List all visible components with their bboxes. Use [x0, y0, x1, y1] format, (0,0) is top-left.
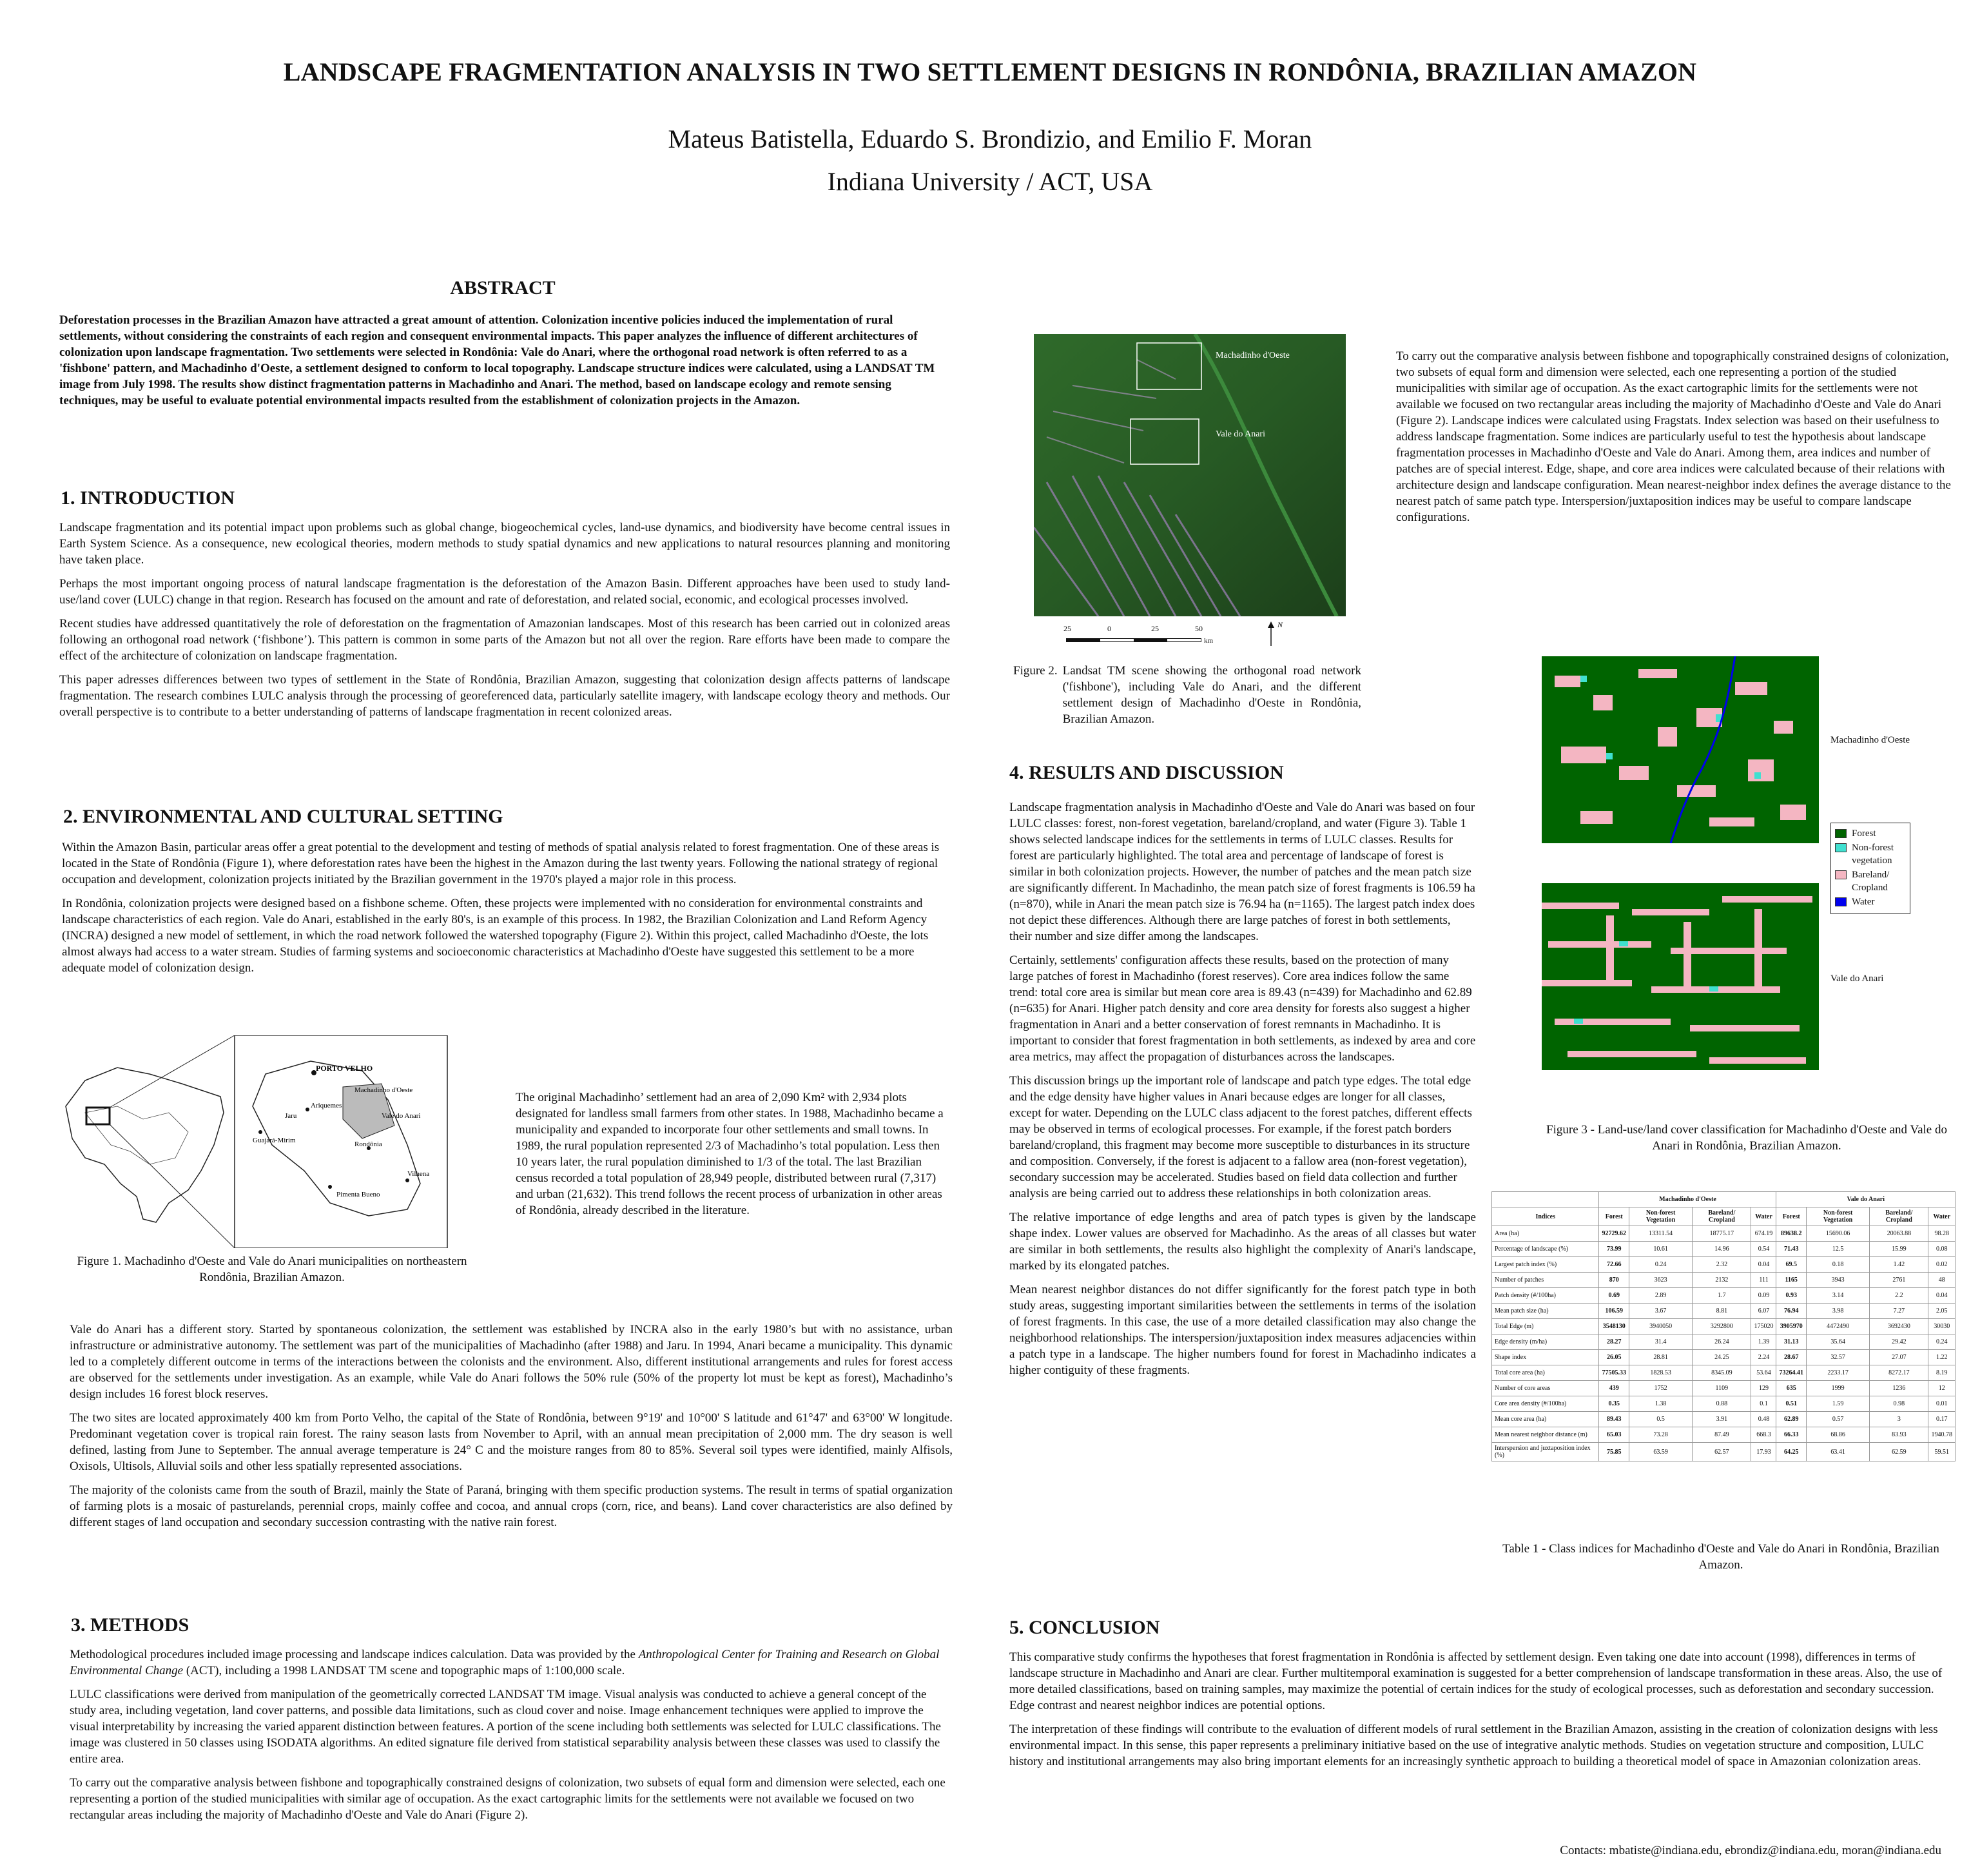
- table-col-header: Non-forest Vegetation: [1806, 1207, 1869, 1226]
- fig2-caption-lead: Figure 2.: [1013, 664, 1058, 678]
- table-row-label: Interspersion and juxtaposition index (%): [1492, 1443, 1599, 1461]
- table-cell: 12: [1928, 1381, 1956, 1396]
- table-cell: 0.93: [1776, 1288, 1807, 1304]
- setting-p3: Vale do Anari has a different story. Started by spontaneous colonization, the settlement was established by INCRA also in the early 1980’s but with no assistance, urban infrastructure or administrative autonomy. The settlement was part of the municipalities of Machadinho (after 1988) and Jaru. In 1994, Anari became a municipality. This dynamic led to a completely different outcome in terms of the interactions between the colonists and the environment. Also, different institutional arrangements and rules for forest access are observed for the settlements under investigation. As an example, while Vale do Anari follows the 50% rule (50% of the property lot must be kept as forest), Machadinho’s design includes 16 forest block reserves.: [70, 1323, 953, 1401]
- table-col-header: Non-forest Vegetation: [1629, 1207, 1692, 1226]
- figure-3-svg-top: [1542, 656, 1819, 843]
- authors: Mateus Batistella, Eduardo S. Brondizio, and Emilio F. Moran: [668, 124, 1312, 153]
- table-cell: 12.5: [1806, 1242, 1869, 1257]
- results-heading: 4. RESULTS AND DISCUSSION: [1009, 762, 1284, 783]
- setting-side-p: The original Machadinho’ settlement had an area of 2,090 Km² with 2,934 plots designated for landless small farmers from other states. In 1988, Machadinho became a municipality and expanded to incorporate four other settlements and small towns. In 1989, the rural population represented 2/3 of Machadinho’s total population. Less then 10 years later, the rural population diminished to 1/3 of the total. The last Brazilian census recorded a total population of 28,949 people, distributed between rural (7,317) and urban (21,632). This trend follows the recent process of urbanization in other areas of Rondônia, already described in the literature.: [516, 1091, 944, 1217]
- conclusion-body: [1009, 1649, 1950, 1777]
- table-body: [1492, 1226, 1956, 1461]
- poster-title: LANDSCAPE FRAGMENTATION ANALYSIS IN TWO SETTLEMENT DESIGNS IN RONDÔNIA, BRAZILIAN AMAZON: [283, 57, 1697, 86]
- table-cell: 0.02: [1928, 1257, 1956, 1273]
- table-cell: 8272.17: [1870, 1365, 1928, 1381]
- table-col-header: Water: [1751, 1207, 1776, 1226]
- table-cell: 3.91: [1693, 1412, 1751, 1427]
- table-group-header: [1492, 1192, 1956, 1207]
- conclusion-heading: 5. CONCLUSION: [1009, 1617, 1160, 1638]
- table-col-header: Water: [1928, 1207, 1956, 1226]
- north-label: N: [1277, 620, 1283, 629]
- table-cell: 1940.78: [1928, 1427, 1956, 1443]
- table-row: [1492, 1443, 1956, 1461]
- table-row-label: Patch density (#/100ha): [1492, 1288, 1599, 1304]
- fig1-label-anari: Vale do Anari: [382, 1112, 421, 1120]
- fig1-label-rondonia: Rondônia: [354, 1140, 382, 1148]
- setting-side-text: [516, 1089, 947, 1226]
- table-cell: 635: [1776, 1381, 1807, 1396]
- table-cell: 1.38: [1629, 1396, 1692, 1412]
- fig2-caption-text: Landsat TM scene showing the orthogonal road network ('fishbone'), including Vale do Anari, and the different settlement design of Machadinho d'Oeste in Rondônia, Brazilian Amazon.: [1062, 664, 1361, 726]
- table-cell: 0.1: [1751, 1396, 1776, 1412]
- table-cell: 98.28: [1928, 1226, 1956, 1242]
- methods-p1-pre: Methodological procedures included image processing and landscape indices calculation. Data was provided by the: [70, 1648, 639, 1661]
- table-group-machadinho: Machadinho d'Oeste: [1599, 1192, 1776, 1207]
- table-cell: 83.93: [1870, 1427, 1928, 1443]
- table-row-label: Number of patches: [1492, 1273, 1599, 1288]
- table-cell: 92729.62: [1599, 1226, 1629, 1242]
- table-cell: 75.85: [1599, 1443, 1629, 1461]
- table-cell: 0.18: [1806, 1257, 1869, 1273]
- affiliation: Indiana University / ACT, USA: [827, 167, 1153, 196]
- table-cell: 2.32: [1693, 1257, 1751, 1273]
- table-cell: 62.57: [1693, 1443, 1751, 1461]
- figure-3-map-anari: [1542, 883, 1819, 1070]
- table-cell: 106.59: [1599, 1304, 1629, 1319]
- table-row-label: Core area density (#/100ha): [1492, 1396, 1599, 1412]
- scale-25a: 25: [1063, 624, 1071, 633]
- table-row: [1492, 1257, 1956, 1273]
- table-cell: 13311.54: [1629, 1226, 1692, 1242]
- table-cell: 53.64: [1751, 1365, 1776, 1381]
- table-row: [1492, 1365, 1956, 1381]
- setting-p4: The two sites are located approximately 400 km from Porto Velho, the capital of the State of Rondônia, between 9°19' and 10°00' S latitude and 61°47' and 63°00' W longitude. Predominant vegetation cover is tropical rain forest. The rainy season lasts from November to April, with an annual mean precipitation of 2,000 mm. The dry season is well defined, lasting from June to September. The annual average temperature is 24° C and the moisture ranges from 80 to 85%. Several soil types were identified, mainly Alfisols, Oxisols, Ultisols, Alluvial soils and other less spatially represented associations.: [70, 1411, 953, 1473]
- table-cell: 1752: [1629, 1381, 1692, 1396]
- table-cell: 73264.41: [1776, 1365, 1807, 1381]
- methods-p2: LULC classifications were derived from manipulation of the geometrically corrected LANDSAT TM image. Visual analysis was conducted to achieve a general concept of the study area, including vegetation, land cover patterns, and possible data limitations, such as cloud cover and noise. Image enhancement techniques were applied to improve the visual interpretability by increasing the varied apparent distinction between features. A portion of the scene including both settlements was selected for LULC classifications. The image was clustered in 50 classes using ISODATA algorithms. An edited signature file derived from statistical separability analysis between these classes was used to classify the entire area.: [70, 1688, 941, 1766]
- table-cell: 17.93: [1751, 1443, 1776, 1461]
- abstract-heading: ABSTRACT: [450, 277, 556, 298]
- table-cell: 1.39: [1751, 1334, 1776, 1350]
- scale-50: 50: [1195, 624, 1203, 633]
- table-cell: 0.5: [1629, 1412, 1692, 1427]
- table-cell: 0.09: [1751, 1288, 1776, 1304]
- results-p5: Mean nearest neighbor distances do not differ significantly for the forest patch type in both study areas, suggesting important similarities between the settlements in terms of the isolation of forest fragments. In this case, the use of a more detailed classification may also change the neighborhood relationships. The interspersion/juxtaposition index measures adjacencies within a patch type in a landscape. The higher numbers found for forest in Machadinho indicates a higher contiguity of these fragments.: [1009, 1283, 1476, 1377]
- table-cell: 63.41: [1806, 1443, 1869, 1461]
- table-cell: 0.51: [1776, 1396, 1807, 1412]
- fig1-label-machadinho: Machadinho d'Oeste: [354, 1086, 413, 1094]
- table-cell: 71.43: [1776, 1242, 1807, 1257]
- figure-3-svg-bottom: [1542, 883, 1819, 1070]
- table-cell: 2.2: [1870, 1288, 1928, 1304]
- methods-p3: To carry out the comparative analysis between fishbone and topographically constrained designs of colonization, two subsets of equal form and dimension were selected, each one representing a portion of the studied municipalities with similar age of occupation. As the exact cartographic limits for the settlements were not available we focused on two rectangular areas including the majority of Machadinho d'Oeste and Vale do Anari (Figure 2).: [70, 1776, 946, 1822]
- legend-label-nonforest: Non-forest vegetation: [1852, 843, 1894, 866]
- table-cell: 3692430: [1870, 1319, 1928, 1334]
- table-cell: 3.14: [1806, 1288, 1869, 1304]
- table-cell: 26.05: [1599, 1350, 1629, 1365]
- table-cell: 35.64: [1806, 1334, 1869, 1350]
- table-cell: 1.7: [1693, 1288, 1751, 1304]
- intro-p3: Recent studies have addressed quantitatively the role of deforestation on the fragmentation of Amazonian landscapes. Most of this research has been carried out in colonized areas following an orthogonal road network (‘fishbone’). This pattern is common in some parts of the Amazon but not all over the region. Rare efforts have been made to compare the effect of the architecture of colonization on landscape fragmentation.: [59, 617, 950, 663]
- conclusion-p2: The interpretation of these findings will contribute to the evaluation of different models of rural settlement in the Brazilian Amazon, assisting in the creation of colonization designs with less environmental impact. In this sense, this paper represents a preliminary initiative based on the use of integrative analytic methods. Studies on vegetation structure and composition, LULC history and institutional arrangements may also bring important elements for an increasingly synthetic approach to building a theoretical model of space in Amazonian colonization areas.: [1009, 1723, 1938, 1768]
- table-cell: 1.59: [1806, 1396, 1869, 1412]
- contacts: Contacts: mbatiste@indiana.edu, ebrondiz@indiana.edu, moran@indiana.edu: [1560, 1844, 1941, 1857]
- results-p3: This discussion brings up the important role of landscape and patch type edges. The total edge and the edge density have higher values in Anari because edges are longer for all classes, except for water. Depending on the LULC class adjacent to the forest patches, different effects may be observed in terms of ecological processes. For example, if the forest patch borders bareland/cropland, this fragment may become more susceptible to disturbances in its structure and composition. Conversely, if the forest is adjacent to a fallow area (non-forest vegetation), secondary succession may be accelerated. Studies based on field data collection and further analysis are being carried out to address these relationships in both colonization areas.: [1009, 1074, 1472, 1200]
- table-cell: 15690.06: [1806, 1226, 1869, 1242]
- table-cell: 8345.09: [1693, 1365, 1751, 1381]
- setting-p1: Within the Amazon Basin, particular areas offer a great potential to the development and testing of methods of spatial analysis related to forest fragmentation. One of these areas is located in the State of Rondônia (Figure 1), where deforestation rates have been the highest in the Amazon during the last twenty years. Following the national strategy of regional occupation and development, colonization projects initiated by the Brazilian government in the 1970's played a major role in this process.: [62, 841, 940, 886]
- table-row-label: Percentage of landscape (%): [1492, 1242, 1599, 1257]
- legend-label-bareland: Bareland/ Cropland: [1852, 870, 1890, 893]
- fig1-label-vilhena: Vilhena: [407, 1170, 430, 1178]
- table-row: [1492, 1226, 1956, 1242]
- fig1-label-jaru: Jaru: [285, 1112, 297, 1120]
- table-cell: 62.59: [1870, 1443, 1928, 1461]
- table-cell: 439: [1599, 1381, 1629, 1396]
- fig2-label-anari: Vale do Anari: [1216, 429, 1265, 439]
- methods-p1-em: Anthropological Center for Training and Research on Global Environmental Change: [70, 1648, 940, 1677]
- table-row: [1492, 1396, 1956, 1412]
- table-cell: 62.89: [1776, 1412, 1807, 1427]
- table-row: [1492, 1334, 1956, 1350]
- table-cell: 28.27: [1599, 1334, 1629, 1350]
- table-cell: 69.5: [1776, 1257, 1807, 1273]
- figure-2-image: [1034, 334, 1346, 616]
- table-cell: 0.88: [1693, 1396, 1751, 1412]
- table-cell: 64.25: [1776, 1443, 1807, 1461]
- table-row-label: Area (ha): [1492, 1226, 1599, 1242]
- table-cell: 2.89: [1629, 1288, 1692, 1304]
- abstract-text: Deforestation processes in the Brazilian Amazon have attracted a great amount of attention. Colonization incentive policies induced the implementation of rural settlements, without considering the constraints of each region and consequent environmental impacts. This paper analyzes the influence of different architectures of colonization upon landscape fragmentation. Two settlements were selected in Rondônia: Vale do Anari, where the orthogonal road network is often referred to as a 'fishbone' pattern, and Machadinho d'Oeste, a settlement designed to conform to local topography. Landscape structure indices were calculated, using a LANDSAT TM image from July 1998. The results show distinct fragmentation patterns in Machadinho and Anari. The method, based on landscape ecology and remote sensing techniques, may be useful to evaluate potential environmental impacts resulted from the establishment of colonization projects in the Amazon.: [59, 313, 935, 407]
- figure-1-svg: [59, 1035, 459, 1248]
- table-cell: 24.25: [1693, 1350, 1751, 1365]
- table-cell: 63.59: [1629, 1443, 1692, 1461]
- fig1-label-guajara: Guajará-Mirim: [253, 1137, 296, 1144]
- table-cell: 0.24: [1928, 1334, 1956, 1350]
- table-cell: 0.98: [1870, 1396, 1928, 1412]
- table-row: [1492, 1350, 1956, 1365]
- table-cell: 2233.17: [1806, 1365, 1869, 1381]
- table-cell: 3940050: [1629, 1319, 1692, 1334]
- table-cell: 65.03: [1599, 1427, 1629, 1443]
- table-cell: 29.42: [1870, 1334, 1928, 1350]
- table-cell: 73.99: [1599, 1242, 1629, 1257]
- table-1-caption: Table 1 - Class indices for Machadinho d'Oeste and Vale do Anari in Rondônia, Brazilian Amazon.: [1502, 1542, 1939, 1572]
- table-cell: 870: [1599, 1273, 1629, 1288]
- table-cell: 6.07: [1751, 1304, 1776, 1319]
- setting-body: [62, 839, 953, 984]
- legend-water: [1835, 895, 1906, 908]
- intro-heading: 1. INTRODUCTION: [61, 487, 235, 509]
- figure-2-svg: [1034, 334, 1346, 616]
- table-cell: 3.98: [1806, 1304, 1869, 1319]
- table-cell: 0.57: [1806, 1412, 1869, 1427]
- legend-swatch-nonforest: [1835, 843, 1847, 852]
- table-cell: 0.17: [1928, 1412, 1956, 1427]
- legend-swatch-forest: [1835, 829, 1847, 838]
- legend-bareland: [1835, 868, 1906, 894]
- table-col-header: Bareland/ Cropland: [1693, 1207, 1751, 1226]
- table-cell: 27.07: [1870, 1350, 1928, 1365]
- table-cell: 77505.33: [1599, 1365, 1629, 1381]
- intro-p2: Perhaps the most important ongoing process of natural landscape fragmentation is the deforestation of the Amazon Basin. Different approaches have been used to study land-use/land cover (LULC) change in that region. Research has focused on the amount and rate of deforestation, and related social, economic, and ecological processes involved.: [59, 577, 950, 607]
- table-cell: 0.04: [1928, 1288, 1956, 1304]
- table-cell: 48: [1928, 1273, 1956, 1288]
- intro-p4: This paper adresses differences between two types of settlement in the State of Rondônia, Brazilian Amazon, suggesting that colonization design affects patterns of landscape fragmentation. The research combines LULC analysis through the processing of georeferenced data, particularly satellite imagery, with landscape ecology theory and methods. Our overall perspective is to contribute to a better understanding of patterns of landscape fragmentation in recent colonized areas.: [59, 673, 950, 719]
- table-row: [1492, 1319, 1956, 1334]
- table-cell: 0.35: [1599, 1396, 1629, 1412]
- table-cell: 4472490: [1806, 1319, 1869, 1334]
- table-cell: 66.33: [1776, 1427, 1807, 1443]
- conclusion-p1: This comparative study confirms the hypotheses that forest fragmentation in Rondônia is affected by settlement design. Even taking one date into account (1998), differences in terms of landscape structure in Machadinho and Anari are clear. Further multitemporal examination is suggested for a better comprehension of landscape transformation in these areas. Also, the use of more detailed classifications, based on training samples, may maximize the potential of certain indices for the study of ecological processes, such as deforestation and secondary succession. Edge contrast and nearest neighbor indices are potential options.: [1009, 1650, 1943, 1712]
- results-p4: The relative importance of edge lengths and area of patch types is given by the landscape shape index. Lower values are observed for Machadinho. As the areas of all classes but water are similar in both settlements, the results also highlight the complexity of Anari's landscape, marked by its elongated patches.: [1009, 1211, 1476, 1273]
- results-p1: Landscape fragmentation analysis in Machadinho d'Oeste and Vale do Anari was based on four LULC classes: forest, non-forest vegetation, bareland/cropland, and water (Figure 3). Table 1 shows selected landscape indices for the settlements in terms of LULC classes. Results for forest are particularly highlighted. The total area and percentage of landscape of forest is similar in both colonization projects. However, the number of patches and the mean patch size are significantly different. In Machadinho, the mean patch size of forest fragments is 106.59 ha (n=870), while in Anari the mean patch size is 76.94 ha (n=1165). The largest patch index does not depict these differences. Although there are large patches of forest in both settlements, their number and size differ among the landscapes.: [1009, 801, 1475, 943]
- results-p2: Certainly, settlements' configuration affects these results, based on the protection of many large patches of forest in Machadinho (forest reserves). Core area indices follow the same trend: total core area is similar but mean core area is 89.43 (n=439) for Machadinho and 62.89 (n=635) for Anari. Higher patch density and core area density for forests also suggest a higher fragmentation in Anari and a better conservation of forest remnants in Machadinho. It is important to consider that forest fragmentation in both settlements, as indexed by area and core area metrics, may affect the propagation of disturbances across the landscapes.: [1009, 953, 1476, 1064]
- table-cell: 31.4: [1629, 1334, 1692, 1350]
- legend-nonforest: [1835, 841, 1906, 867]
- table-group-anari: Vale do Anari: [1776, 1192, 1956, 1207]
- table-cell: 31.13: [1776, 1334, 1807, 1350]
- table-cell: 30030: [1928, 1319, 1956, 1334]
- figure-3-caption: Figure 3 - Land-use/land cover classification for Machadinho d'Oeste and Vale do Anari in Rondônia, Brazilian Amazon.: [1546, 1123, 1947, 1153]
- legend-swatch-water: [1835, 897, 1847, 906]
- table-row-label: Number of core areas: [1492, 1381, 1599, 1396]
- table-cell: 2.24: [1751, 1350, 1776, 1365]
- table-cell: 3: [1870, 1412, 1928, 1427]
- setting-p2: In Rondônia, colonization projects were designed based on a fishbone scheme. Often, these projects were implemented with no consideration for environmental constraints and landscape characteristics of each region. Vale do Anari, established in the early 80's, is an example of this process. In 1982, the Brazilian Colonization and Land Reform Agency (INCRA) designed a new model of settlement, in which the road network followed the watershed topography (Figure 2). Within this project, called Machadinho d'Oeste, the lots almost always had access to a water stream. Studies of farming systems and socioeconomic characteristics at Machadinho d'Oeste have suggested this settlement to be a more adequate model of colonization design.: [62, 897, 929, 975]
- right-methods-p: To carry out the comparative analysis between fishbone and topographically constrained designs of colonization, two subsets of equal form and dimension were selected, each one representing a portion of the studied municipalities with similar age of occupation. As the exact cartographic limits for the settlements were not available we focused on two rectangular areas including the majority of Machadinho d'Oeste and Vale do Anari (Figure 2). Landscape indices were calculated using Fragstats. Index selection was based on their usefulness to address landscape fragmentation. Some indices are particularly useful to test the hypothesis about landscape fragmentation processes in Machadinho d'Oeste and Vale do Anari. Among them, area indices and number of patches are of special interest. Edge, shape, and core area indices were calculated because of their relations with architecture design and landscape configuration. Mean nearest-neighbor index defines the average distance to the nearest patch of same patch type. Interspersion/juxtaposition indices may be useful to compare landscape configurations.: [1396, 349, 1951, 524]
- table-cell: 59.51: [1928, 1443, 1956, 1461]
- figure-3-map-machadinho: [1542, 656, 1819, 843]
- table-row-label: Mean nearest neighbor distance (m): [1492, 1427, 1599, 1443]
- right-methods: [1396, 348, 1963, 533]
- table-cell: 0.01: [1928, 1396, 1956, 1412]
- table-corner: [1492, 1192, 1599, 1207]
- table-cell: 3943: [1806, 1273, 1869, 1288]
- table-row: [1492, 1242, 1956, 1257]
- table-cell: 129: [1751, 1381, 1776, 1396]
- table-cell: 1165: [1776, 1273, 1807, 1288]
- table-cell: 0.08: [1928, 1242, 1956, 1257]
- table-cell: 2132: [1693, 1273, 1751, 1288]
- table-cell: 0.24: [1629, 1257, 1692, 1273]
- table-cell: 1.22: [1928, 1350, 1956, 1365]
- table-row-label: Shape index: [1492, 1350, 1599, 1365]
- table-cell: 111: [1751, 1273, 1776, 1288]
- table-row-label: Total Edge (m): [1492, 1319, 1599, 1334]
- legend-forest: [1835, 827, 1906, 840]
- fig1-label-pimenta: Pimenta Bueno: [336, 1191, 380, 1198]
- setting-heading: 2. ENVIRONMENTAL AND CULTURAL SETTING: [63, 806, 503, 827]
- methods-heading: 3. METHODS: [71, 1614, 189, 1636]
- table-row: [1492, 1304, 1956, 1319]
- scale-25b: 25: [1151, 624, 1159, 633]
- table-row: [1492, 1273, 1956, 1288]
- table-cell: 3548130: [1599, 1319, 1629, 1334]
- table-cell: 68.86: [1806, 1427, 1869, 1443]
- table-cell: 8.19: [1928, 1365, 1956, 1381]
- table-cell: 28.67: [1776, 1350, 1807, 1365]
- figure-2-scale: [1063, 624, 1225, 650]
- table-cell: 18775.17: [1693, 1226, 1751, 1242]
- table-cell: 89638.2: [1776, 1226, 1807, 1242]
- table-cell: 72.66: [1599, 1257, 1629, 1273]
- intro-body: [59, 520, 950, 728]
- table-1: [1491, 1191, 1956, 1461]
- table-cell: 87.49: [1693, 1427, 1751, 1443]
- table-cell: 10.61: [1629, 1242, 1692, 1257]
- scale-0: 0: [1107, 624, 1111, 633]
- table-cell: 1.42: [1870, 1257, 1928, 1273]
- legend-label-forest: Forest: [1852, 828, 1876, 839]
- table-cell: 1109: [1693, 1381, 1751, 1396]
- figure-3-legend: [1830, 823, 1910, 914]
- table-cell: 8.81: [1693, 1304, 1751, 1319]
- table-col-header: Bareland/ Cropland: [1870, 1207, 1928, 1226]
- table-cell: 15.99: [1870, 1242, 1928, 1257]
- scale-bar: [1066, 638, 1201, 642]
- table-cell: 0.69: [1599, 1288, 1629, 1304]
- table-cell: 32.57: [1806, 1350, 1869, 1365]
- fig3-label-machadinho: Machadinho d'Oeste: [1830, 735, 1910, 745]
- table-col-header: Forest: [1599, 1207, 1629, 1226]
- table-row: [1492, 1288, 1956, 1304]
- table-cell: 3.67: [1629, 1304, 1692, 1319]
- class-indices-table: [1491, 1191, 1956, 1461]
- table-cell: 3292800: [1693, 1319, 1751, 1334]
- fig3-label-anari: Vale do Anari: [1830, 973, 1884, 984]
- table-cell: 7.27: [1870, 1304, 1928, 1319]
- table-row: [1492, 1427, 1956, 1443]
- table-cell: 28.81: [1629, 1350, 1692, 1365]
- table-cell: 0.04: [1751, 1257, 1776, 1273]
- table-column-header: [1492, 1207, 1956, 1226]
- table-cell: 26.24: [1693, 1334, 1751, 1350]
- methods-p1-post: (ACT), including a 1998 LANDSAT TM scene and topographic maps of 1:100,000 scale.: [183, 1664, 625, 1677]
- setting-p5: The majority of the colonists came from the south of Brazil, mainly the State of Paraná, bringing with them specific production systems. The result in terms of spatial organization of farming plots is a mosaic of pasturelands, perennial crops, mainly coffee and cocoa, and annual crops (corn, rice, and beans). Land cover characteristics are also defined by different stages of land occupation and secondary succession contrasting with the native rain forest.: [70, 1483, 953, 1529]
- table-row-label: Total core area (ha): [1492, 1365, 1599, 1381]
- table-row: [1492, 1381, 1956, 1396]
- methods-p1: [70, 1646, 953, 1679]
- setting-body-2: [70, 1322, 953, 1538]
- table-row: [1492, 1412, 1956, 1427]
- legend-label-water: Water: [1852, 897, 1875, 907]
- table-cell: 76.94: [1776, 1304, 1807, 1319]
- table-cell: 2.05: [1928, 1304, 1956, 1319]
- legend-swatch-bareland: [1835, 870, 1847, 879]
- table-cell: 1999: [1806, 1381, 1869, 1396]
- table-cell: 1236: [1870, 1381, 1928, 1396]
- figure-1-caption: Figure 1. Machadinho d'Oeste and Vale do Anari municipalities on northeastern Rondônia, Brazilian Amazon.: [77, 1255, 467, 1284]
- table-cell: 20063.88: [1870, 1226, 1928, 1242]
- table-cell: 674.19: [1751, 1226, 1776, 1242]
- table-cell: 2761: [1870, 1273, 1928, 1288]
- table-cell: 0.48: [1751, 1412, 1776, 1427]
- table-cell: 1828.53: [1629, 1365, 1692, 1381]
- figure-2-caption: [1013, 663, 1361, 727]
- table-cell: 14.96: [1693, 1242, 1751, 1257]
- intro-p1: Landscape fragmentation and its potential impact upon problems such as global change, biogeochemical cycles, land-use dynamics, and biodiversity have become central issues in Earth System Science. As a consequence, new ecological theories, modern methods to study spatial dynamics and new applications to natural resources planning and monitoring have taken place.: [59, 521, 950, 567]
- results-body: [1009, 799, 1476, 1386]
- table-cell: 668.3: [1751, 1427, 1776, 1443]
- table-cell: 0.54: [1751, 1242, 1776, 1257]
- north-arrow: [1265, 620, 1284, 646]
- fig1-label-porto-velho: PORTO VELHO: [316, 1064, 373, 1073]
- table-col-indices: Indices: [1492, 1207, 1599, 1226]
- table-row-label: Mean core area (ha): [1492, 1412, 1599, 1427]
- table-cell: 89.43: [1599, 1412, 1629, 1427]
- table-cell: 3623: [1629, 1273, 1692, 1288]
- table-row-label: Edge density (m/ha): [1492, 1334, 1599, 1350]
- scale-unit: km: [1204, 637, 1214, 645]
- table-row-label: Largest patch index (%): [1492, 1257, 1599, 1273]
- table-cell: 73.28: [1629, 1427, 1692, 1443]
- table-cell: 3905970: [1776, 1319, 1807, 1334]
- fig2-label-machadinho: Machadinho d'Oeste: [1216, 351, 1290, 360]
- table-cell: 175020: [1751, 1319, 1776, 1334]
- table-col-header: Forest: [1776, 1207, 1807, 1226]
- figure-1-map: [59, 1035, 459, 1248]
- fig1-label-ariquemes: Ariquemes: [311, 1102, 342, 1109]
- table-row-label: Mean patch size (ha): [1492, 1304, 1599, 1319]
- methods-body: [70, 1646, 953, 1831]
